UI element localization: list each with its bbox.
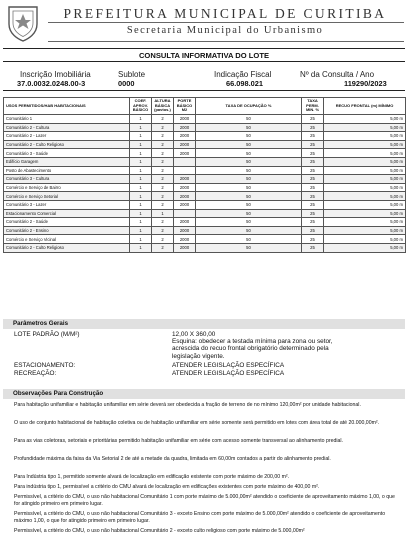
estacionamento-value: ATENDER LEGISLAÇÃO ESPECÍFICA bbox=[172, 362, 285, 369]
city-seal-icon bbox=[6, 4, 40, 42]
table-cell-porte: 2000 bbox=[174, 149, 196, 158]
table-cell-altura: 2 bbox=[152, 226, 174, 235]
obs-item: Para indústria tipo 1, permissível a critério do CMU alvará de localização em edificações existentes com porte máximo de 400,00 m². bbox=[14, 484, 320, 490]
table-cell-taxa-ocup: 50 bbox=[196, 140, 302, 149]
table-cell-uso: Comunitário 2 - Culto Religioso bbox=[4, 140, 130, 149]
table-cell-taxa-perm: 25 bbox=[302, 209, 324, 218]
table-cell-recuo: 5,00 m bbox=[324, 200, 406, 209]
table-cell-uso: Estacionamento Comercial bbox=[4, 209, 130, 218]
table-cell-taxa-perm: 25 bbox=[302, 166, 324, 175]
table-cell-altura: 2 bbox=[152, 192, 174, 201]
section-observacoes: Observações Para Construção bbox=[3, 389, 405, 399]
table-cell-coef: 1 bbox=[130, 218, 152, 227]
table-row bbox=[4, 166, 406, 175]
table-cell-altura: 2 bbox=[152, 149, 174, 158]
indicacao-fiscal-value: 66.098.021 bbox=[226, 79, 263, 88]
table-row bbox=[4, 149, 406, 158]
table-cell-coef: 1 bbox=[130, 115, 152, 124]
table-cell-uso: Comunitário 2 - Culto Religioso bbox=[4, 243, 130, 252]
header-subtitle: Secretaria Municipal do Urbanismo bbox=[126, 25, 324, 36]
table-cell-recuo: 5,00 m bbox=[324, 123, 406, 132]
table-cell-taxa-ocup: 50 bbox=[196, 132, 302, 141]
table-cell-taxa-perm: 25 bbox=[302, 235, 324, 244]
table-row bbox=[4, 218, 406, 227]
table-cell-altura: 2 bbox=[152, 175, 174, 184]
divider bbox=[3, 61, 405, 62]
lote-padrao-label: LOTE PADRÃO (M/M²) bbox=[14, 331, 80, 338]
table-cell-uso: Comércio e Serviço Setorial bbox=[4, 192, 130, 201]
table-header-row bbox=[4, 98, 406, 115]
table-cell-recuo: 5,00 m bbox=[324, 243, 406, 252]
table-cell-altura: 2 bbox=[152, 235, 174, 244]
table-row bbox=[4, 132, 406, 141]
table-cell-porte: 2000 bbox=[174, 175, 196, 184]
table-cell-altura: 2 bbox=[152, 140, 174, 149]
table-cell-recuo: 5,00 m bbox=[324, 157, 406, 166]
table-cell-coef: 1 bbox=[130, 226, 152, 235]
col-header-altura: ALTURA BÁSICA (pavtos.) bbox=[152, 98, 174, 115]
col-header-taxa-perm: TAXA PERM. MIN. % bbox=[302, 98, 324, 115]
obs-item: O uso de conjunto habitacional de habitação coletiva ou de habitação unifamiliar em série somente será permitido em lotes com área total de até 20.000,00m². bbox=[14, 420, 380, 426]
table-cell-uso: Comunitário 1 bbox=[4, 115, 130, 124]
table-cell-taxa-ocup: 50 bbox=[196, 115, 302, 124]
table-row bbox=[4, 183, 406, 192]
obs-item: Para Indústria tipo 1, permitido somente alvará de localização em edificação existente com porte máximo de 200,00 m². bbox=[14, 474, 290, 480]
table-cell-uso: Posto de Abastecimento bbox=[4, 166, 130, 175]
table-row bbox=[4, 243, 406, 252]
table-cell-coef: 1 bbox=[130, 200, 152, 209]
header-divider-bottom bbox=[48, 41, 404, 42]
table-row bbox=[4, 123, 406, 132]
table-cell-taxa-ocup: 50 bbox=[196, 192, 302, 201]
table-cell-coef: 1 bbox=[130, 166, 152, 175]
table-cell-porte: 2000 bbox=[174, 235, 196, 244]
table-cell-porte bbox=[174, 209, 196, 218]
obs-item: Para as vias coletoras, setoriais e prioritárias permitido habitação unifamiliar em série com acesso somente transversal ao alinhamento predial. bbox=[14, 438, 343, 444]
recreacao-value: ATENDER LEGISLAÇÃO ESPECÍFICA bbox=[172, 370, 285, 377]
table-cell-taxa-ocup: 50 bbox=[196, 235, 302, 244]
consulta-value: 119290/2023 bbox=[344, 79, 387, 88]
table-cell-taxa-ocup: 50 bbox=[196, 200, 302, 209]
table-cell-porte: 2000 bbox=[174, 192, 196, 201]
header bbox=[0, 0, 408, 48]
inscricao-value: 37.0.0032.0248.00-3 bbox=[17, 79, 86, 88]
table-cell-recuo: 5,00 m bbox=[324, 115, 406, 124]
table-cell-uso: Comunitário 3 - Lazer bbox=[4, 200, 130, 209]
table-cell-uso: Comércio e Serviço de Bairro bbox=[4, 183, 130, 192]
table-cell-taxa-ocup: 50 bbox=[196, 123, 302, 132]
table-cell-taxa-perm: 25 bbox=[302, 132, 324, 141]
table-cell-uso: Comércio e Serviço Vicinal bbox=[4, 235, 130, 244]
table-cell-recuo: 5,00 m bbox=[324, 192, 406, 201]
table-cell-porte: 2000 bbox=[174, 226, 196, 235]
table-cell-taxa-perm: 25 bbox=[302, 175, 324, 184]
table-cell-taxa-perm: 25 bbox=[302, 115, 324, 124]
estacionamento-label: ESTACIONAMENTO: bbox=[14, 362, 76, 369]
table-cell-recuo: 5,00 m bbox=[324, 226, 406, 235]
table-cell-taxa-ocup: 50 bbox=[196, 243, 302, 252]
obs-item: Permissível, a critério do CMU, o uso não habitacional Comunitário 3 - exceto Ensino com porte máximo de 5.000,00m² atendido o coeficiente de aproveitamento máximo 1,00, o que for atingido primeiro em primeiro lugar. bbox=[14, 511, 386, 524]
table-cell-taxa-perm: 25 bbox=[302, 226, 324, 235]
col-header-usos: USOS PERMITIDOS/HAB HABITACIONAIS bbox=[4, 98, 130, 115]
table-cell-altura: 2 bbox=[152, 183, 174, 192]
table-cell-coef: 1 bbox=[130, 183, 152, 192]
table-cell-altura: 2 bbox=[152, 218, 174, 227]
obs-item: Para habitação unifamiliar e habitação unifamiliar em série deverá ser obedecida a fração de terreno de no mínimo 120,00m² por unidade habitacional. bbox=[14, 402, 361, 408]
table-cell-uso: Comunitário 3 - Cultura bbox=[4, 175, 130, 184]
table-cell-uso: Comunitário 2 - Saúde bbox=[4, 218, 130, 227]
table-cell-taxa-perm: 25 bbox=[302, 157, 324, 166]
table-cell-taxa-ocup: 50 bbox=[196, 218, 302, 227]
obs-item: Permissível, a critério do CMU, o uso não habitacional Comunitário 2 - exceto culto religioso com porte máximo de 5.000,00m² bbox=[14, 528, 305, 534]
table-cell-recuo: 5,00 m bbox=[324, 235, 406, 244]
table-cell-recuo: 5,00 m bbox=[324, 149, 406, 158]
table-cell-taxa-perm: 25 bbox=[302, 123, 324, 132]
indicacao-fiscal-label: Indicação Fiscal bbox=[214, 70, 272, 79]
col-header-recuo: RECUO FRONTAL (m) MÍNIMO bbox=[324, 98, 406, 115]
header-title: PREFEITURA MUNICIPAL DE CURITIBA bbox=[63, 6, 387, 21]
table-cell-taxa-ocup: 50 bbox=[196, 149, 302, 158]
table-cell-taxa-perm: 25 bbox=[302, 149, 324, 158]
table-cell-taxa-perm: 25 bbox=[302, 200, 324, 209]
table-row bbox=[4, 200, 406, 209]
section-parametros-gerais: Parâmetros Gerais bbox=[3, 319, 405, 329]
table-cell-porte: 2000 bbox=[174, 218, 196, 227]
table-row bbox=[4, 209, 406, 218]
consulta-label: Nº da Consulta / Ano bbox=[300, 70, 375, 79]
table-cell-uso: Comunitário 3 - Saúde bbox=[4, 149, 130, 158]
table-cell-porte: 2000 bbox=[174, 140, 196, 149]
col-header-taxa-ocupacao: TAXA DE OCUPAÇÃO % bbox=[196, 98, 302, 115]
table-cell-taxa-perm: 25 bbox=[302, 218, 324, 227]
table-cell-taxa-ocup: 50 bbox=[196, 226, 302, 235]
table-cell-recuo: 5,00 m bbox=[324, 166, 406, 175]
table-cell-coef: 1 bbox=[130, 175, 152, 184]
table-row bbox=[4, 235, 406, 244]
table-cell-porte: 2000 bbox=[174, 115, 196, 124]
table-cell-taxa-perm: 25 bbox=[302, 183, 324, 192]
table-cell-altura: 1 bbox=[152, 209, 174, 218]
col-header-coef: COEF. APROV. BÁSICO bbox=[130, 98, 152, 115]
table-cell-coef: 1 bbox=[130, 132, 152, 141]
table-row bbox=[4, 192, 406, 201]
table-cell-taxa-perm: 25 bbox=[302, 192, 324, 201]
table-cell-recuo: 5,00 m bbox=[324, 132, 406, 141]
table-cell-uso: Comunitário 2 - Ensino bbox=[4, 226, 130, 235]
uses-table bbox=[3, 97, 406, 253]
table-cell-altura: 2 bbox=[152, 166, 174, 175]
table-cell-taxa-ocup: 50 bbox=[196, 175, 302, 184]
table-cell-altura: 2 bbox=[152, 132, 174, 141]
table-cell-taxa-ocup: 50 bbox=[196, 166, 302, 175]
table-cell-altura: 2 bbox=[152, 157, 174, 166]
table-cell-porte: 2000 bbox=[174, 243, 196, 252]
esquina-note: Esquina: obedecer a testada mínima para zona ou setor, acrescida do recuo frontal obrigatório determinado pela legislação vigente. bbox=[172, 338, 333, 360]
table-cell-porte: 2000 bbox=[174, 132, 196, 141]
recreacao-label: RECREAÇÃO: bbox=[14, 370, 57, 377]
table-cell-taxa-perm: 25 bbox=[302, 140, 324, 149]
table-cell-uso: Comunitário 2 - Lazer bbox=[4, 132, 130, 141]
col-header-porte: PORTE BÁSICO M2 bbox=[174, 98, 196, 115]
table-row bbox=[4, 140, 406, 149]
table-cell-taxa-ocup: 50 bbox=[196, 157, 302, 166]
table-cell-coef: 1 bbox=[130, 157, 152, 166]
table-cell-altura: 2 bbox=[152, 115, 174, 124]
table-cell-porte: 2000 bbox=[174, 123, 196, 132]
table-cell-recuo: 5,00 m bbox=[324, 209, 406, 218]
table-cell-altura: 2 bbox=[152, 200, 174, 209]
obs-item: Profundidade máxima da faixa da Via Setorial 2 de até a metade da quadra, limitada em 60,00m contados a partir do alinhamento predial. bbox=[14, 456, 331, 462]
table-cell-recuo: 5,00 m bbox=[324, 218, 406, 227]
table-cell-taxa-ocup: 50 bbox=[196, 209, 302, 218]
table-row bbox=[4, 175, 406, 184]
table-cell-coef: 1 bbox=[130, 235, 152, 244]
table-row bbox=[4, 226, 406, 235]
header-divider bbox=[48, 22, 404, 23]
table-cell-coef: 1 bbox=[130, 192, 152, 201]
table-cell-porte bbox=[174, 166, 196, 175]
table-cell-coef: 1 bbox=[130, 149, 152, 158]
table-cell-uso: Edifício Garagem bbox=[4, 157, 130, 166]
lote-padrao-value: 12,00 X 360,00 bbox=[172, 331, 216, 338]
divider bbox=[3, 48, 405, 49]
table-cell-uso: Comunitário 2 - Cultura bbox=[4, 123, 130, 132]
table-cell-recuo: 5,00 m bbox=[324, 140, 406, 149]
table-cell-altura: 2 bbox=[152, 123, 174, 132]
table-cell-recuo: 5,00 m bbox=[324, 175, 406, 184]
table-cell-altura: 2 bbox=[152, 243, 174, 252]
table-cell-recuo: 5,00 m bbox=[324, 183, 406, 192]
table-row bbox=[4, 115, 406, 124]
sublote-value: 0000 bbox=[118, 79, 135, 88]
sublote-label: Sublote bbox=[118, 70, 146, 79]
divider bbox=[3, 90, 405, 91]
table-cell-coef: 1 bbox=[130, 123, 152, 132]
document-title: CONSULTA INFORMATIVA DO LOTE bbox=[138, 51, 270, 60]
table-cell-coef: 1 bbox=[130, 140, 152, 149]
table-cell-coef: 1 bbox=[130, 243, 152, 252]
table-cell-taxa-perm: 25 bbox=[302, 243, 324, 252]
table-cell-porte: 2000 bbox=[174, 183, 196, 192]
table-cell-taxa-ocup: 50 bbox=[196, 183, 302, 192]
inscricao-label: Inscrição Imobiliária bbox=[20, 70, 91, 79]
table-cell-coef: 1 bbox=[130, 209, 152, 218]
table-row bbox=[4, 157, 406, 166]
table-cell-porte bbox=[174, 157, 196, 166]
table-cell-porte: 2000 bbox=[174, 200, 196, 209]
obs-item: Permissível, a critério do CMU, o uso não habitacional Comunitário 1 com porte máximo de 5.000,00m² atendido o coeficiente de aproveitamento máximo 1,00, o que for atingido primeiro em primeiro lugar. bbox=[14, 494, 395, 507]
